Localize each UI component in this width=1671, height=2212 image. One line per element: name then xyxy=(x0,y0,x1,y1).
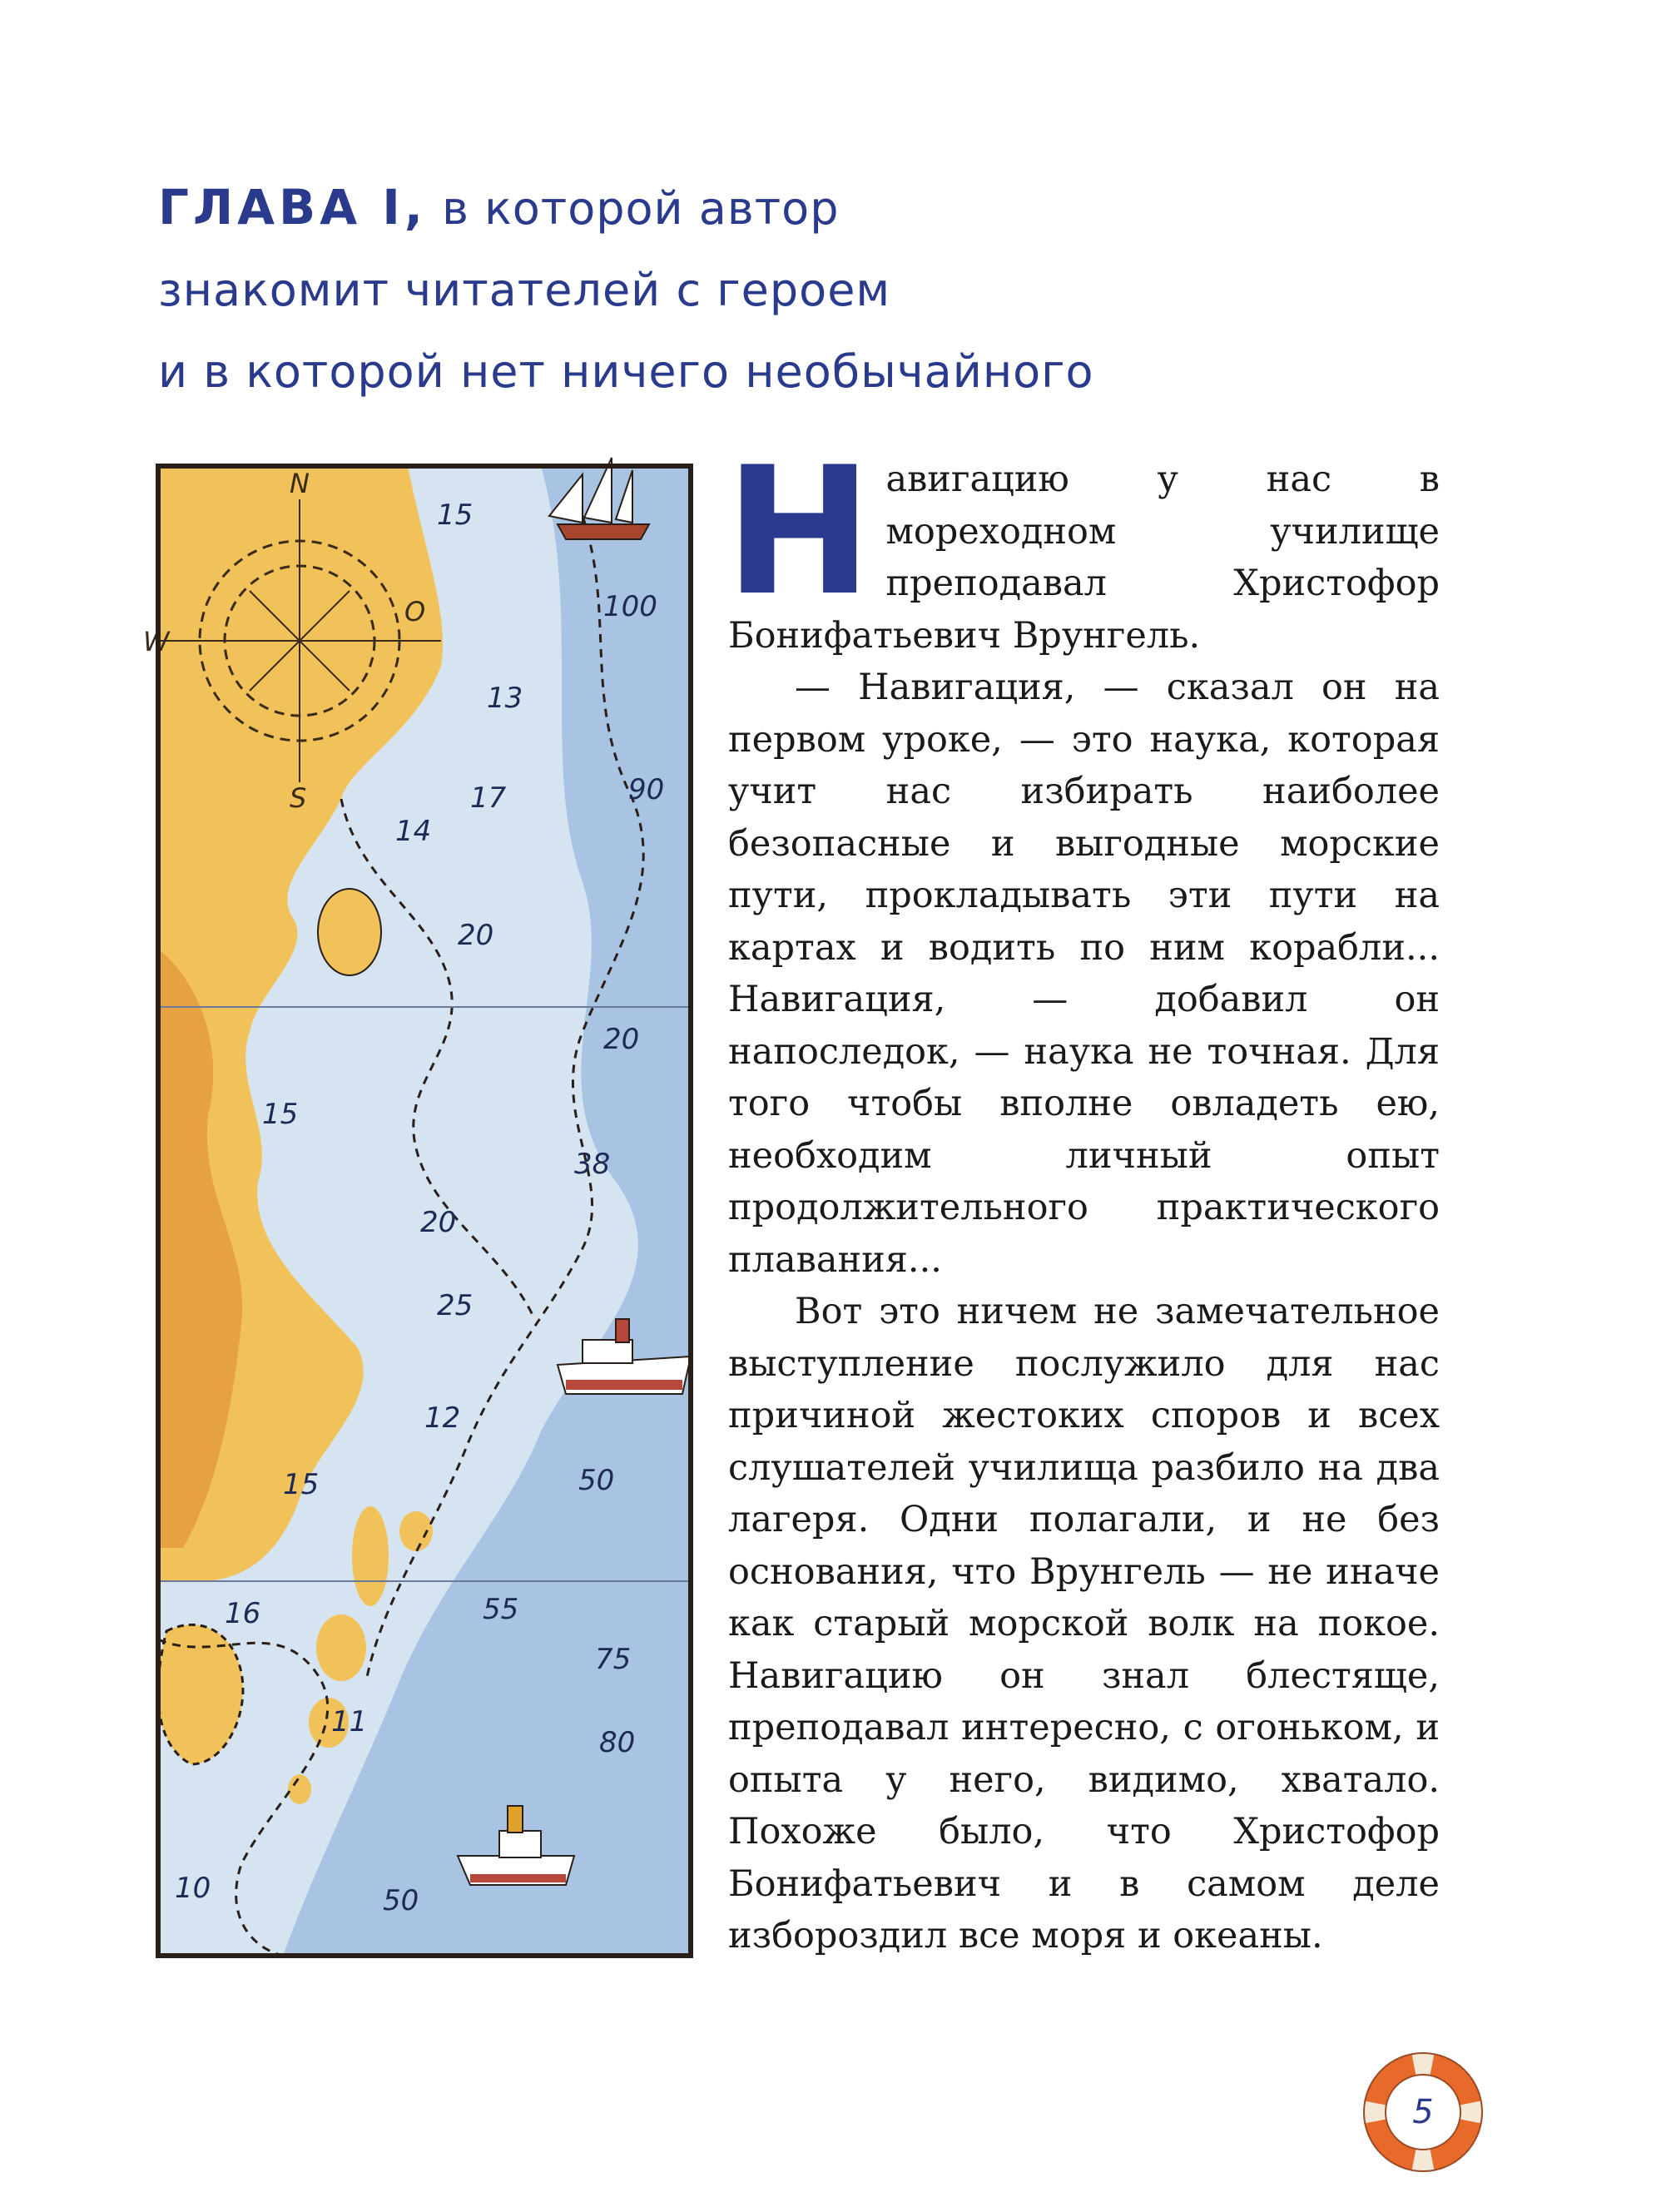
depth-label: 20 xyxy=(458,919,494,952)
chapter-title-line3: и в которой нет ничего необычайного xyxy=(158,345,1094,398)
compass-north-letter: N xyxy=(290,468,310,499)
map-island xyxy=(352,1506,389,1606)
depth-label: 13 xyxy=(487,682,523,715)
depth-label: 50 xyxy=(383,1884,419,1917)
depth-label: 15 xyxy=(262,1098,299,1131)
depth-label: 75 xyxy=(595,1643,632,1676)
depth-label: 55 xyxy=(483,1593,519,1626)
page-number-lifebuoy xyxy=(1365,2054,1481,2170)
chapter-title-line1: в которой автор xyxy=(426,182,840,235)
depth-label: 17 xyxy=(470,781,507,815)
chapter-title xyxy=(158,166,1406,413)
nautical-map-illustration xyxy=(143,449,699,1972)
compass-south-letter: S xyxy=(290,782,307,814)
drop-cap: Н xyxy=(725,429,873,634)
depth-label: 38 xyxy=(574,1148,611,1181)
depth-label: 50 xyxy=(578,1464,615,1497)
chapter-label: ГЛАВА I, xyxy=(158,179,427,236)
depth-label: 14 xyxy=(395,815,432,848)
depth-label: 15 xyxy=(283,1468,320,1501)
depth-label: 15 xyxy=(437,498,474,532)
paragraph-1: авигацию у нас в мореходном училище преподавал Христофор Бонифатьевич Врунгель. xyxy=(728,459,1440,657)
chapter-body-text xyxy=(725,429,1440,1962)
compass-west-letter: W xyxy=(143,626,170,657)
depth-label: 25 xyxy=(437,1289,474,1322)
compass-east-letter: O xyxy=(404,596,426,627)
depth-label: 20 xyxy=(420,1206,457,1239)
depth-label: 80 xyxy=(599,1726,636,1759)
map-island xyxy=(288,1774,311,1804)
depth-label: 90 xyxy=(628,773,665,806)
map-island xyxy=(318,889,381,975)
depth-label: 20 xyxy=(603,1023,640,1056)
chapter-title-line2: знакомит читателей с героем xyxy=(158,264,891,316)
depth-label: 10 xyxy=(175,1872,211,1905)
depth-label: 16 xyxy=(225,1597,261,1630)
depth-label: 100 xyxy=(603,590,657,623)
map-island xyxy=(316,1614,366,1681)
depth-label: 11 xyxy=(331,1705,368,1738)
paragraph-2: — Навигация, — сказал он на первом уроке, — это наука, которая учит нас избирать наиболее безопасные и выгодные морские пути, прокладывать эти пути на картах и водить по ним корабли... Навигация, — добавил он напоследок, — наука не точная. Для того чтобы вполне овладеть ею, необходим личный опыт продолжительного практического плавания... xyxy=(728,667,1440,1281)
depth-label: 12 xyxy=(424,1401,461,1435)
page-number: 5 xyxy=(1412,2093,1434,2131)
paragraph-3: Вот это ничем не замечательное выступление послужило для нас причиной жестоких споров и всех слушателей училища разбило на два лагеря. Одни полагали, и не без основания, что Врунгель — не иначе как старый морской волк на покое. Навигацию он знал блестяще, преподавал интересно, с огоньком, и опыта у него, видимо, хватало. Похоже было, что Христофор Бонифатьевич и в самом деле избороздил все моря и океаны. xyxy=(728,1291,1440,1957)
